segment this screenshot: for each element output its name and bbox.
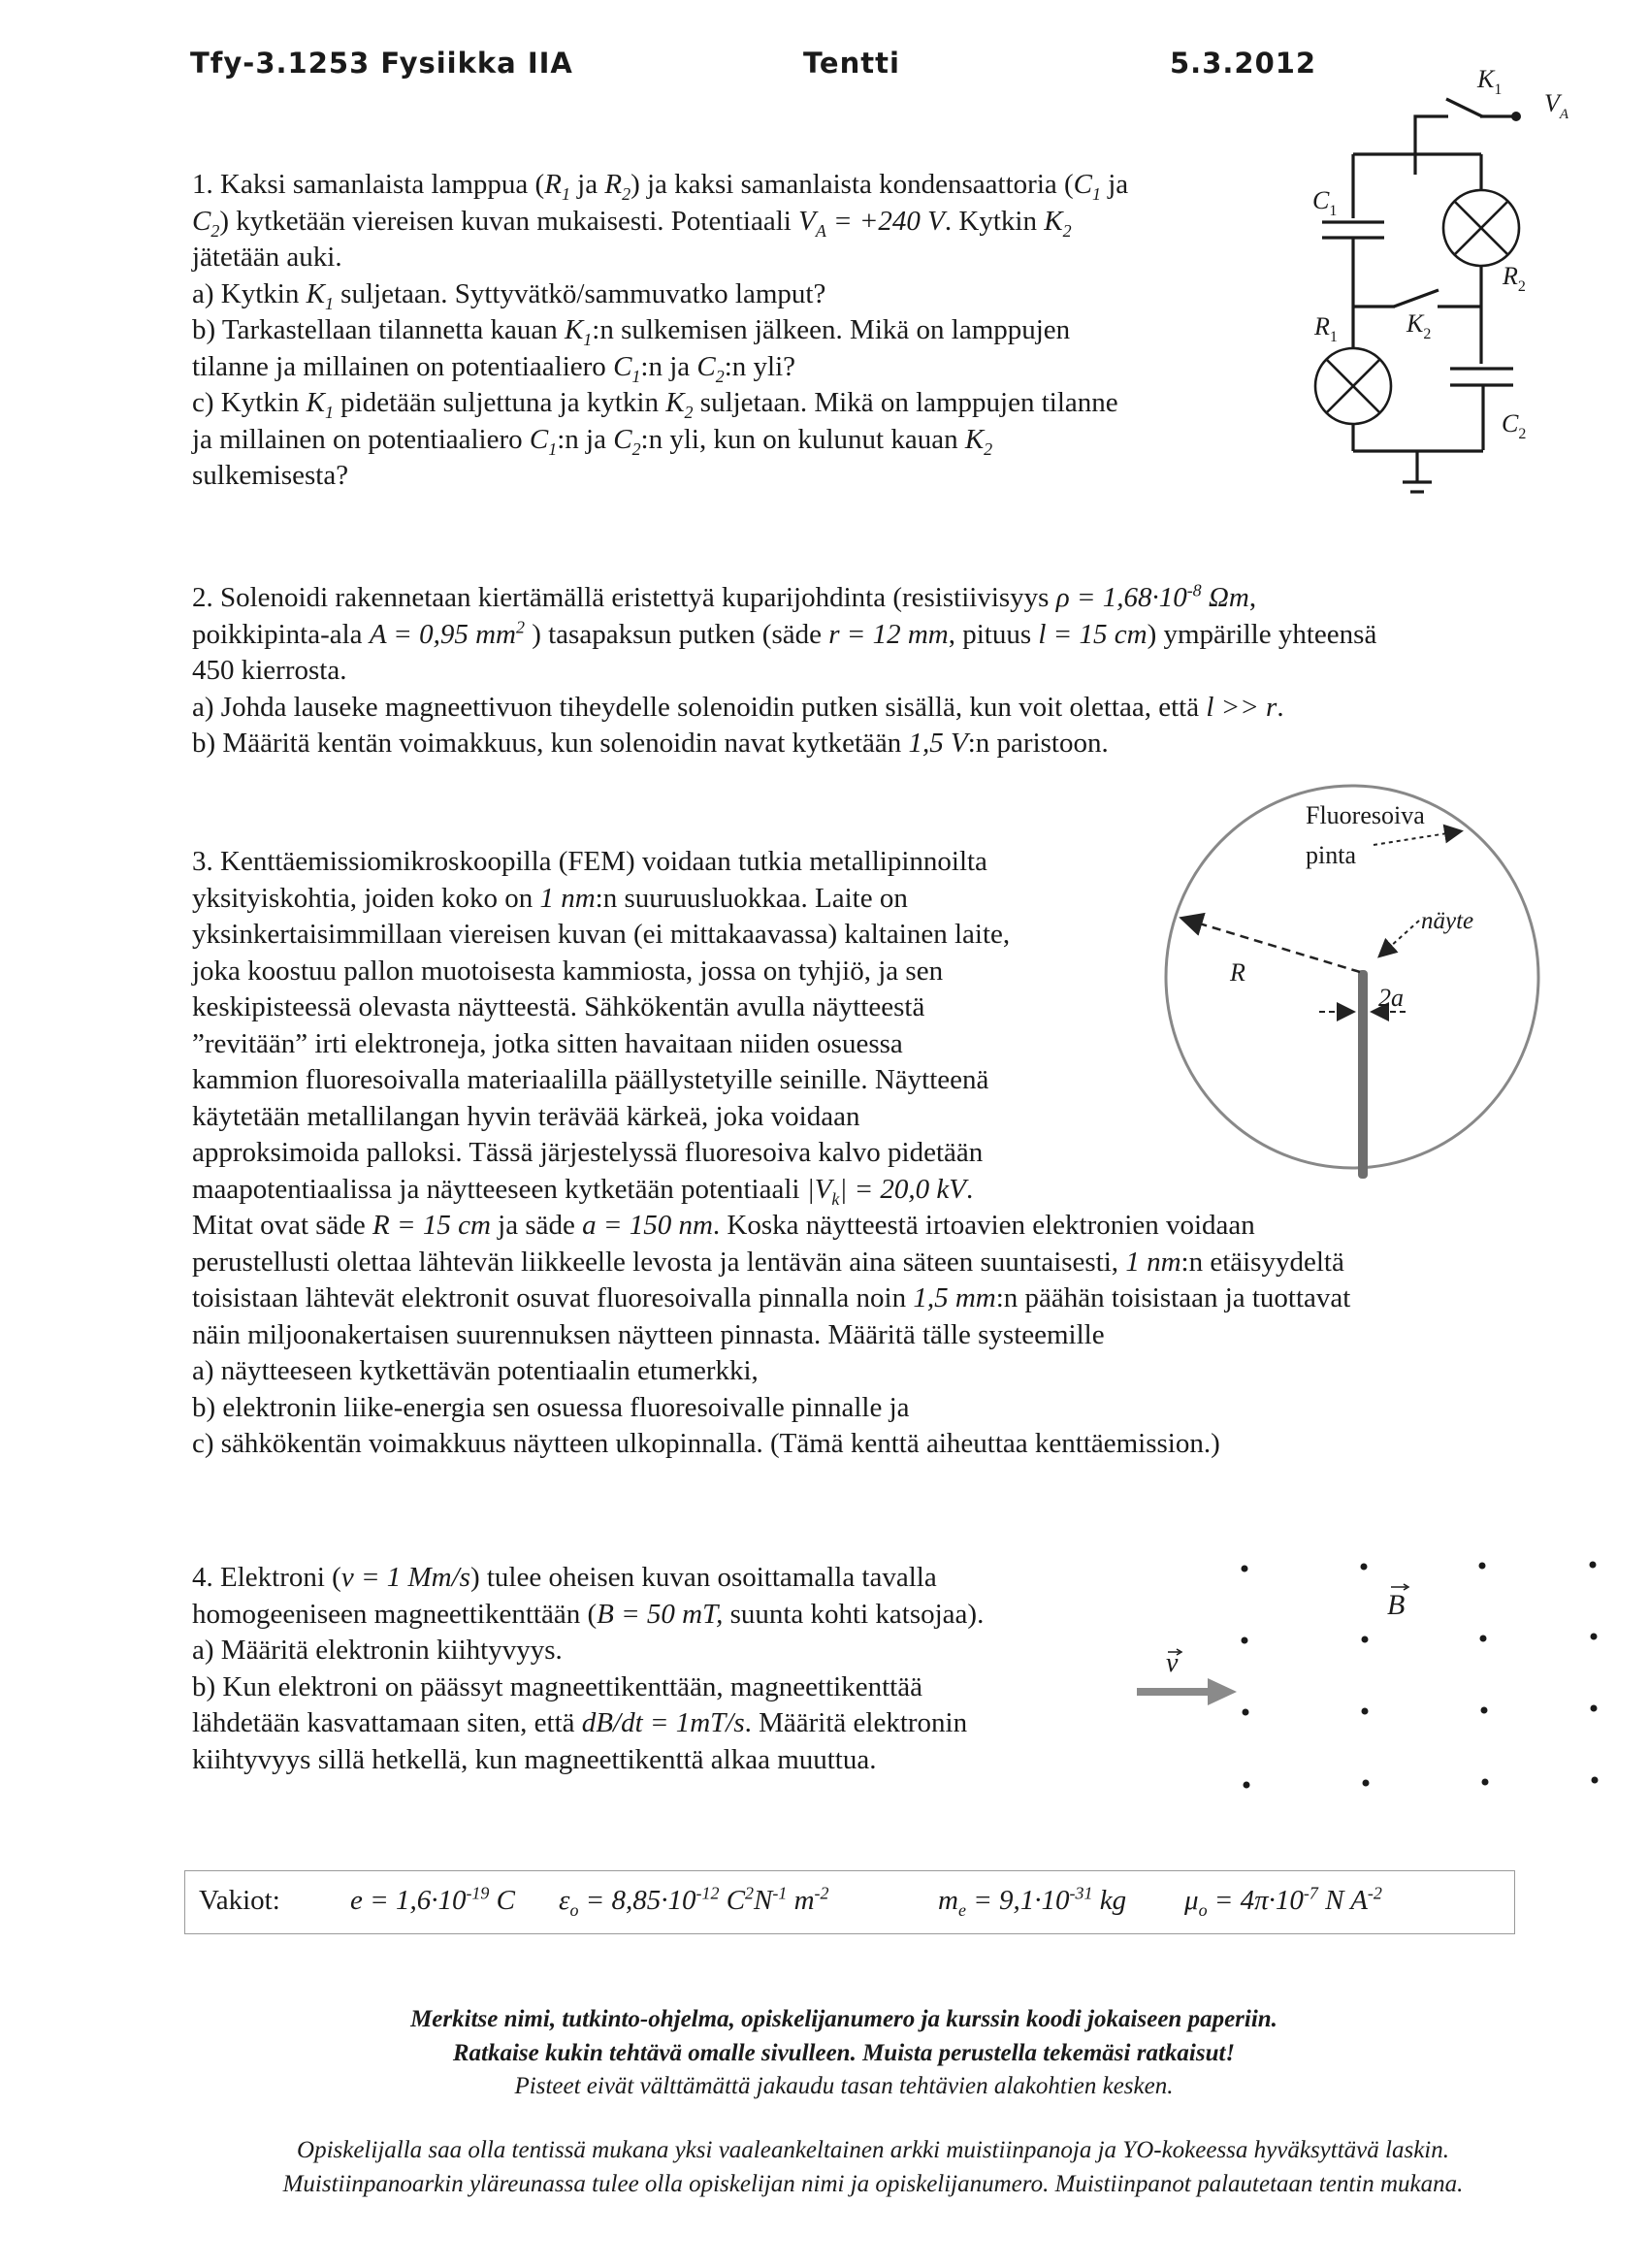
- svg-text:näyte: näyte: [1421, 908, 1474, 934]
- svg-text:Fluoresoiva: Fluoresoiva: [1306, 801, 1425, 829]
- magnetic-field-diagram: [1116, 1533, 1620, 1804]
- radius-arrow: [1183, 919, 1360, 972]
- velocity-arrow-icon: [1137, 1678, 1237, 1705]
- svg-text:VA: $V_A$: [1544, 89, 1569, 122]
- svg-text:C2: $C_2$: [1502, 409, 1527, 442]
- svg-text:B: B: [1387, 1589, 1406, 1621]
- sample-pointer-arrow: [1380, 921, 1419, 956]
- instruction-line-2: Ratkaise kukin tehtävä omalle sivulleen. Muista perustella tekemäsi ratkaisut!: [452, 2040, 1236, 2066]
- lamp-r2-icon: [1443, 190, 1519, 266]
- notes-rule-line-2: Muistiinpanoarkin yläreunassa tulee olla opiskelijan nimi ja opiskelijanumero. Muistiinpanot palautetaan tentin mukana.: [282, 2171, 1464, 2197]
- constants-box: [184, 1870, 1515, 1934]
- constant-electron-mass: $m_e = 9,1\cdot 10^{-31}$ kg: [938, 1883, 1127, 1920]
- constants-label: Vakiot:: [199, 1885, 280, 1916]
- question-3: 3. Kenttäemissiomikroskoopilla (FEM) voidaan tutkia metallipinnoilta yksityiskohtia, joiden koko on 1 nm:n suuruusluokkaa. Laite on yksinkertaisimmillaan viereisen kuvan (ei mittakaavassa) kaltainen laite, joka koostuu pallon muotoisesta kammiosta, jossa on tyhjiö, ja sen keskipisteessä olevasta näytteestä. Sähkökentän avulla näytteestä ”revitään” irti elektroneja, jotka sitten havaitaan niiden osuessa kammion fluoresoivalla materiaalilla päällystetyille seinille. Näytteenä käytetään metallilangan hyvin terävää kärkeä, joka voidaan approksimoida palloksi. Tässä järjestelyssä fluoresoiva kalvo pidetään maapotentiaalissa ja näytteeseen kytketään potentiaali $|V_k| = 20,0$ kV. Mitat ovat säde R = 15 cm ja säde a = 150 nm. Koska näytteestä irtoavien elektronien voidaan perustellusti olettaa lähtevän liikkeelle levosta ja lentävän aina säteen suuntaisesti, 1 nm:n etäisyydeltä toisistaan lähtevät elektronit osuvat fluoresoivalla pinnalla noin 1,5 mm:n päähän toisistaan ja tuottavat näin miljoonakertaisen suurennuksen näytteen pinnasta. Määritä tälle systeemille a) näytteeseen kytkettävän potentiaalin etumerkki, b) elektronin liike-energia sen osuessa fluoresoivalle pinnalle ja c) sähkökentän voimakkuus näytteen ulkopinnalla. (Tämä kenttä aiheuttaa kenttäemission.): [192, 846, 1351, 1459]
- constant-e: $e = 1,6\cdot 10^{-19}$ C: [350, 1883, 515, 1916]
- constant-mu0: $\mu_o = 4\pi\cdot 10^{-7}$ N $A^{-2}$: [1184, 1883, 1382, 1920]
- sample-needle: [1358, 970, 1368, 1179]
- question-1: 1. Kaksi samanlaista lamppua ($R_1$ ja $R_2$) ja kaksi samanlaista kondensaattoria ($C_1$ ja $C_2$) kytketään viereisen kuvan mukaisesti. Potentiaali $V_A = +240$ V. Kytkin $K_2$ jätetään auki. a) Kytkin $K_1$ suljetaan. Syttyvätkö/sammuvatko lamput? b) Tarkastellaan tilannetta kauan $K_1:n$ sulkemisen jälkeen. Mikä on lamppujen tilanne ja millainen on potentiaaliero $C_1:n$ ja $C_2:n$ yli? c) Kytkin $K_1$ pidetään suljettuna ja kytkin $K_2$ suljetaan. Mikä on lamppujen tilanne ja millainen on potentiaaliero $C_1:n$ ja $C_2:n$ yli, kun on kulunut kauan $K_2$ sulkemisesta?: [192, 169, 1129, 491]
- svg-text:R2: $R_2$: [1503, 262, 1526, 295]
- svg-text:C1: $C_1$: [1312, 186, 1338, 219]
- constant-epsilon0: $\varepsilon_o = 8,85\cdot 10^{-12}$ $C^2N^{-1}$ $m^{-2}$: [559, 1883, 829, 1920]
- question-2: 2. Solenoidi rakennetaan kiertämällä eristettyä kuparijohdinta (resistiivisyys $\rho = 1,68\cdot 10^{-8}$ Ωm, poikkipinta-ala A = 0,95 $mm^2$ ) tasapaksun putken (säde r = 12 mm, pituus l = 15 cm) ympärille yhteensä 450 kierrosta. a) Johda lauseke magneettivuon tiheydelle solenoidin putken sisällä, kun voit olettaa, että l >> r. b) Määritä kentän voimakkuus, kun solenoidin navat kytketään 1,5 V:n paristoon.: [192, 580, 1377, 759]
- svg-text:2a: 2a: [1378, 984, 1404, 1012]
- svg-text:pinta: pinta: [1306, 841, 1356, 869]
- lamp-r1-icon: [1315, 348, 1391, 424]
- instruction-line-1: Merkitse nimi, tutkinto-ohjelma, opiskelijanumero ja kurssin koodi jokaiseen paperiin.: [410, 2006, 1277, 2032]
- terminal-va-icon: [1511, 112, 1521, 121]
- question-4: 4. Elektroni (v = 1 Mm/s) tulee oheisen kuvan osoittamalla tavalla homogeeniseen magneettikenttään (B = 50 mT, suunta kohti katsojaa). a) Määritä elektronin kiihtyvyys. b) Kun elektroni on päässyt magneettikenttään, magneettikenttää lähdetään kasvattamaan siten, että dB/dt = 1mT/s. Määritä elektronin kiihtyvyys sillä hetkellä, kun magneettikenttä alkaa muuttua.: [192, 1562, 985, 1775]
- notes-rule-line-1: Opiskelijalla saa olla tentissä mukana yksi vaaleankeltainen arkki muistiinpanoja ja YO-kokeessa hyväksyttävä laskin.: [297, 2137, 1449, 2163]
- svg-text:K1: $K_1$: [1477, 65, 1503, 98]
- instruction-line-3: Pisteet eivät välttämättä jakaudu tasan tehtävien alakohtien kesken.: [514, 2073, 1174, 2099]
- surface-pointer-arrow: [1374, 831, 1460, 845]
- svg-text:K2: $K_2$: [1406, 309, 1432, 342]
- course-title: Tfy-3.1253 Fysiikka IIA: [190, 47, 573, 80]
- fem-diagram: [1145, 776, 1552, 1203]
- svg-text:R1: $R_1$: [1314, 312, 1338, 345]
- exam-date: 5.3.2012: [1170, 47, 1317, 80]
- svg-text:R: R: [1230, 958, 1245, 987]
- field-dots-out-of-page: [1242, 1562, 1599, 1789]
- circuit-diagram: [1280, 58, 1600, 514]
- exam-type: Tentti: [803, 47, 900, 80]
- svg-text:v: v: [1166, 1648, 1179, 1678]
